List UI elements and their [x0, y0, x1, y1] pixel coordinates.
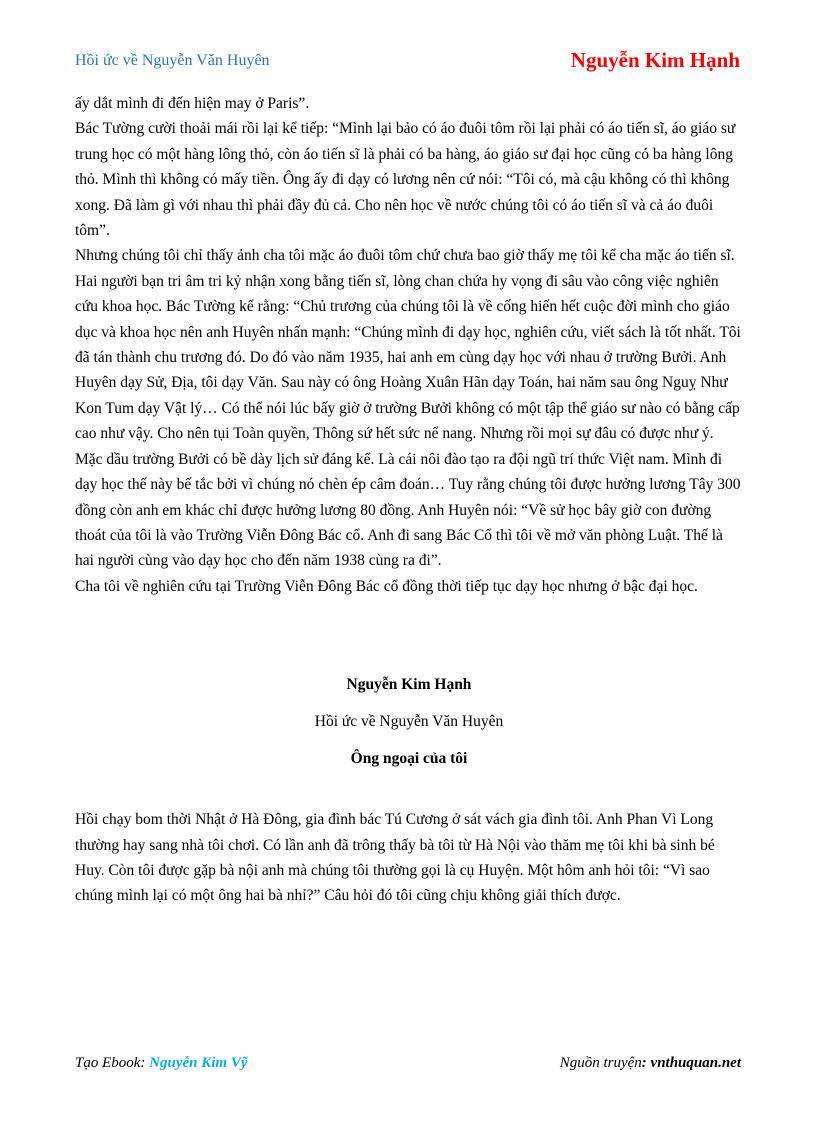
- paragraph: Cha tôi về nghiên cứu tại Trường Viễn Đông Bác cổ đồng thời tiếp tục dạy học nhưng ở bậc đại học.: [75, 577, 698, 595]
- paragraph: Hồi chạy bom thời Nhật ở Hà Đông, gia đình bác Tú Cương ở sát vách gia đình tôi. Anh Phan Vì Long thường hay sang nhà tôi chơi. Có lần anh đã trông thấy bà tôi từ Hà Nội vào thăm mẹ tôi khi bà sinh bé Huy. Còn tôi được gặp bà nội anh mà chúng tôi thường gọi là cụ Huyện. Một hôm anh hỏi tôi: “Vì sao chúng mình lại có một ông hai bà nhỉ?” Câu hỏi đó tôi cũng chịu không giải thích được.: [75, 811, 715, 905]
- page-body: [75, 91, 743, 909]
- footer-ebook-label: Tạo Ebook: [75, 1055, 141, 1071]
- footer-source-site: vnthuquan.net: [650, 1055, 741, 1071]
- header-book-title: Hồi ức về Nguyễn Văn Huyên: [75, 52, 270, 69]
- footer-source-label: Nguồn truyện: [559, 1055, 642, 1071]
- section-book-title: Hồi ức về Nguyễn Văn Huyên: [314, 713, 504, 731]
- paragraph: Hai người bạn tri âm tri kỷ nhận xong bằng tiến sĩ, lòng chan chứa hy vọng đi sâu vào công việc nghiên cứu khoa học. Bác Tường kể rằng: “Chủ trương của chúng tôi là về cống hiến hết cuộc đời mình cho giáo dục và khoa học nên anh Huyên nhấn mạnh: “Chúng mình đi dạy học, nghiên cứu, viết sách là tốt nhất. Tôi đã tán thành chu trương đó. Do đó vào năm 1935, hai anh em cùng dạy học với nhau ở trường Bưởi. Anh Huyên dạy Sử, Địa, tôi dạy Văn. Sau này có ông Hoàng Xuân Hãn dạy Toán, hai năm sau ông Nguỵ Như Kon Tum dạy Vật lý… Có thể nói lúc bấy giờ ở trường Bưởi không có một tập thể giáo sư nào có bằng cấp cao như vậy. Cho nên tụi Toàn quyền, Thông sứ hết sức nể nang. Nhưng rồi mọi sự đâu có được như ý. Mặc dầu trường Bưởi có bề dày lịch sử đáng kể. Là cái nôi đào tạo ra đội ngũ trí thức Việt nam. Mình đi dạy học thế này bế tắc bởi vì chúng nó chèn ép câm đoán… Tuy rằng chúng tôi được hưởng lương Tây 300 đồng còn anh em khác chỉ được hưởng lương 80 đồng. Anh Huyên nói: “Về sử học bây giờ con đường thoát của tôi là vào Trường Viễn Đông Bác cổ. Anh đi sang Bác Cổ thì tôi về mở văn phòng Luật. Thế là hai người cùng vào dạy học cho đến năm 1938 cùng ra đi”.: [75, 272, 741, 570]
- paragraph: Nhưng chúng tôi chỉ thấy ảnh cha tôi mặc áo đuôi tôm chứ chưa bao giờ thấy mẹ tôi kể cha mặc áo tiến sĩ.: [75, 247, 735, 265]
- footer-separator: :: [140, 1055, 150, 1071]
- header-author: Nguyễn Kim Hạnh: [570, 48, 740, 72]
- footer-source-credit: [560, 1055, 741, 1072]
- paragraph: Bác Tường cười thoải mái rồi lại kể tiếp: “Mình lại bảo có áo đuôi tôm rồi lại phải có áo tiến sĩ, áo giáo sư trung học có một hàng lông thỏ, còn áo tiến sĩ là phải có ba hàng, áo giáo sư đại học cũng có ba hàng lông thỏ. Mình thì không có mấy tiền. Ông ấy đi dạy có lương nên cứ nói: “Tôi có, mà cậu không có thì không xong. Đã làm gì với nhau thì phải đầy đủ cả. Cho nên học về nước chúng tôi có áo tiến sĩ và cả áo đuôi tôm”.: [75, 120, 736, 240]
- section-chapter-title: Ông ngoại của tôi: [350, 750, 468, 768]
- footer-separator: :: [641, 1055, 651, 1071]
- section-heading: [75, 666, 743, 777]
- footer-ebook-author: Nguyễn Kim Vỹ: [149, 1055, 248, 1071]
- footer-ebook-credit: [75, 1055, 248, 1072]
- paragraph: ấy dắt mình đi đến hiện may ở Paris”.: [75, 95, 310, 112]
- section-author: Nguyễn Kim Hạnh: [346, 676, 472, 694]
